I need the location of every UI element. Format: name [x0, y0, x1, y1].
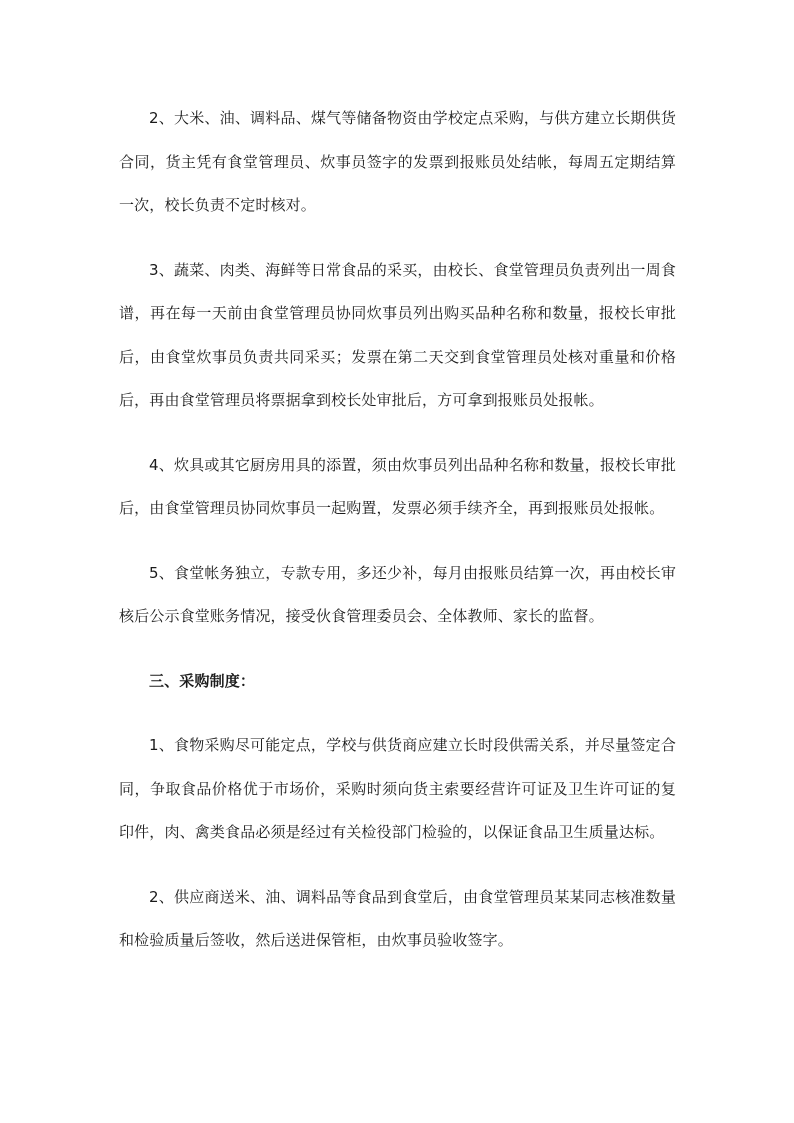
document-body — [119, 97, 676, 963]
section-heading-procurement: 三、采购制度： — [149, 671, 256, 690]
paragraph-item-3-daily-food: 3、蔬菜、肉类、海鲜等日常食品的采买，由校长、食堂管理员负责列出一周食谱，再在每一天前由食堂管理员协同炊事员列出购买品种名称和数量，报校长审批后，由食堂炊事员负责共同采买；发票在第二天交到食堂管理员处核对重量和价格后，再由食堂管理员将票据拿到校长处审批后，方可拿到报账员处报帐。 — [119, 260, 676, 409]
paragraph-item-5-accounts: 5、食堂帐务独立，专款专用，多还少补，每月由报账员结算一次，再由校长审核后公示食堂账务情况，接受伙食管理委员会、全体教师、家长的监督。 — [119, 563, 676, 625]
paragraph-item-2-bulk-supplies: 2、大米、油、调料品、煤气等储备物资由学校定点采购，与供方建立长期供货合同，货主凭有食堂管理员、炊事员签字的发票到报账员处结帐，每周五定期结算一次，校长负责不定时核对。 — [119, 109, 676, 214]
paragraph-procurement-item-2: 2、供应商送米、油、调料品等食品到食堂后，由食堂管理员某某同志核准数量和检验质量后签收，然后送进保管柜，由炊事员验收签字。 — [119, 887, 676, 949]
paragraph-procurement-item-1: 1、食物采购尽可能定点，学校与供货商应建立长时段供需关系，并尽量签定合同，争取食品价格优于市场价，采购时须向货主索要经营许可证及卫生许可证的复印件，肉、禽类食品必须是经过有关检役部门检验的，以保证食品卫生质量达标。 — [119, 736, 676, 841]
paragraph-item-4-kitchen-utensils: 4、炊具或其它厨房用具的添置，须由炊事员列出品种名称和数量，报校长审批后，由食堂管理员协同炊事员一起购置，发票必须手续齐全，再到报账员处报帐。 — [119, 455, 676, 517]
